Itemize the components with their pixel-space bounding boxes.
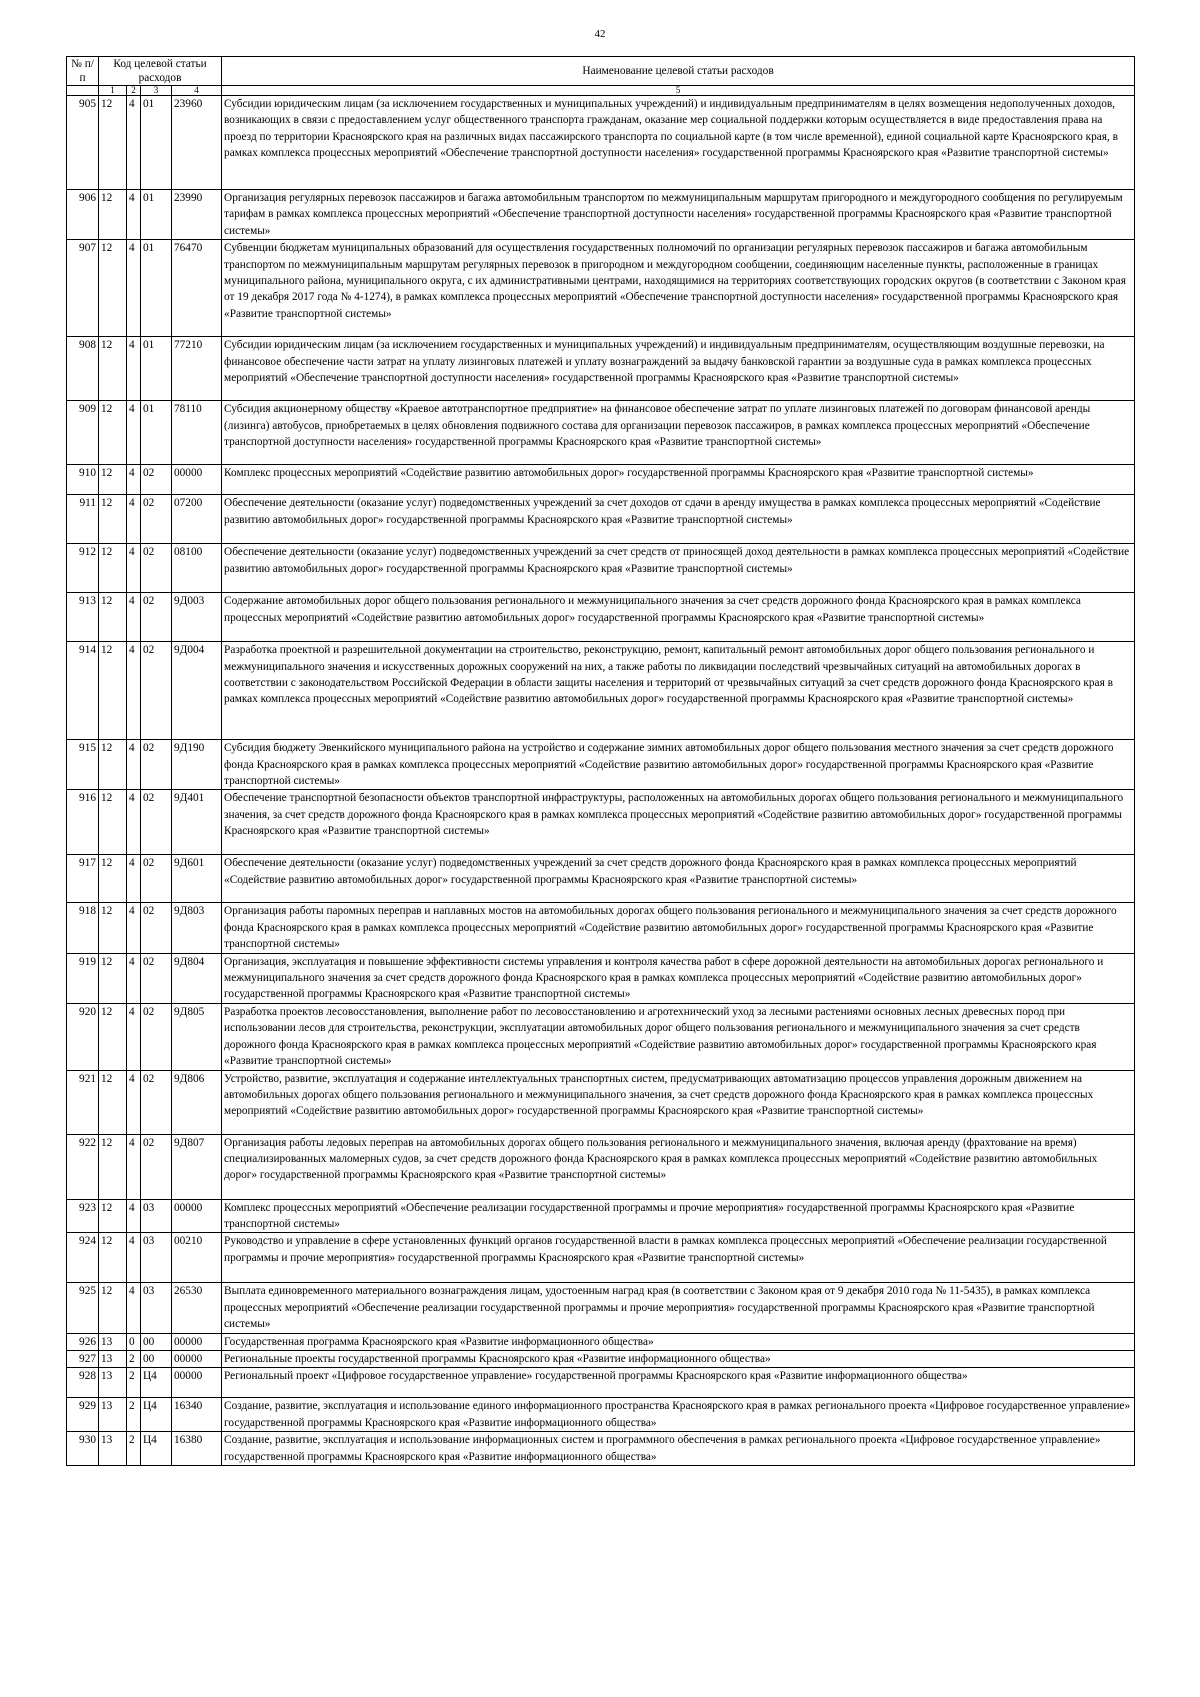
code-subprogram: 4 (127, 465, 141, 495)
code-group: 02 (141, 495, 172, 544)
row-name: Разработка проектной и разрешительной документации на строительство, реконструкцию, ремонт, капитальный ремонт автомобильных дорог общего пользования регионального и межмуниципального значения и искусственных дорожных сооружений на них, а также работы по ликвидации последствий чрезвычайных ситуаций на автомобильных дорогах в соответствии с законодательством Российской Федерации в области защиты населения и территорий от чрезвычайных ситуаций за счет средств дорожного фонда Красноярского края в рамках комплекса процессных мероприятий «Содействие развитию автомобильных дорог» государственной программы Красноярского края «Развитие транспортной системы» (222, 642, 1135, 740)
code-group: Ц4 (141, 1398, 172, 1432)
code-direction: 23960 (172, 96, 222, 190)
code-group: 02 (141, 740, 172, 790)
code-group: 03 (141, 1283, 172, 1333)
code-group: 01 (141, 401, 172, 465)
row-number: 913 (67, 593, 99, 642)
code-group: Ц4 (141, 1432, 172, 1466)
row-name: Субсидия акционерному обществу «Краевое автотранспортное предприятие» на финансовое обеспечение затрат по уплате лизинговых платежей по договорам финансовой аренды (лизинга) автобусов, приобретаемых в целях обновления подвижного состава для организации перевозок пассажиров, в рамках комплекса процессных мероприятий «Обеспечение транспортной доступности населения» государственной программы Красноярского края «Развитие транспортной системы» (222, 401, 1135, 465)
header-col-blank (67, 86, 99, 96)
row-name: Обеспечение транспортной безопасности объектов транспортной инфраструктуры, расположенных на автомобильных дорогах общего пользования регионального и межмуниципального значения, за счет средств дорожного фонда Красноярского края в рамках комплекса процессных мероприятий «Содействие развитию автомобильных дорог» государственной программы Красноярского края «Развитие транспортной системы» (222, 790, 1135, 855)
code-direction: 9Д804 (172, 953, 222, 1003)
code-group: 02 (141, 544, 172, 593)
row-name: Выплата единовременного материального вознаграждения лицам, удостоенным наград края (в соответствии с Законом края от 9 декабря 2010 года № 11-5435), в рамках комплекса процессных мероприятий «Обеспечение реализации государственной программы и прочие мероприятия» государственной программы Красноярского края «Развитие транспортной системы» (222, 1283, 1135, 1333)
code-direction: 9Д003 (172, 593, 222, 642)
code-subprogram: 4 (127, 790, 141, 855)
table-row (67, 401, 1135, 465)
code-program: 12 (99, 1199, 127, 1233)
code-group: 00 (141, 1333, 172, 1350)
row-number: 922 (67, 1134, 99, 1199)
code-program: 12 (99, 1003, 127, 1070)
row-number: 911 (67, 495, 99, 544)
code-program: 12 (99, 1233, 127, 1283)
code-subprogram: 4 (127, 240, 141, 337)
code-program: 12 (99, 401, 127, 465)
row-name: Государственная программа Красноярского края «Развитие информационного общества» (222, 1333, 1135, 1350)
table-row (67, 1432, 1135, 1466)
code-direction: 00000 (172, 1199, 222, 1233)
table-row (67, 190, 1135, 240)
table-row (67, 903, 1135, 953)
code-program: 12 (99, 903, 127, 953)
row-name: Организация регулярных перевозок пассажиров и багажа автомобильным транспортом по межмуниципальным маршрутам пригородного и междугородного сообщения по регулируемым тарифам в рамках комплекса процессных мероприятий «Обеспечение транспортной доступности населения» государственной программы Красноярского края «Развитие транспортной системы» (222, 190, 1135, 240)
table-row (67, 1003, 1135, 1070)
row-number: 918 (67, 903, 99, 953)
code-subprogram: 2 (127, 1350, 141, 1367)
code-subprogram: 4 (127, 337, 141, 401)
row-number: 914 (67, 642, 99, 740)
code-direction: 16340 (172, 1398, 222, 1432)
row-number: 924 (67, 1233, 99, 1283)
code-subprogram: 4 (127, 740, 141, 790)
row-number: 915 (67, 740, 99, 790)
header-number: № п/п (67, 57, 99, 86)
table-row (67, 1199, 1135, 1233)
code-program: 12 (99, 855, 127, 903)
code-direction: 00000 (172, 1368, 222, 1398)
header-col-5: 5 (222, 86, 1135, 96)
row-name: Организация, эксплуатация и повышение эффективности системы управления и контроля качества работ в сфере дорожной деятельности на автомобильных дорогах регионального и межмуниципального значения за счет средств дорожного фонда Красноярского края в рамках комплекса процессных мероприятий «Содействие развитию автомобильных дорог» государственной программы Красноярского края «Развитие транспортной системы» (222, 953, 1135, 1003)
header-col-1: 1 (99, 86, 127, 96)
code-subprogram: 4 (127, 96, 141, 190)
code-program: 12 (99, 953, 127, 1003)
code-direction: 9Д803 (172, 903, 222, 953)
row-name: Разработка проектов лесовосстановления, выполнение работ по лесовосстановлению и агротехнический уход за лесными растениями основных лесных древесных пород при использовании лесов для строительства, реконструкции, эксплуатации автомобильных дорог общего пользования регионального и межмуниципального значения за счет средств дорожного фонда Красноярского края в рамках комплекса процессных мероприятий «Содействие развитию автомобильных дорог» государственной программы Красноярского края «Развитие транспортной системы» (222, 1003, 1135, 1070)
code-group: 02 (141, 855, 172, 903)
table-row (67, 1134, 1135, 1199)
table-row (67, 1368, 1135, 1398)
code-program: 13 (99, 1432, 127, 1466)
table-row (67, 1233, 1135, 1283)
row-name: Обеспечение деятельности (оказание услуг) подведомственных учреждений за счет средств от приносящей доход деятельности в рамках комплекса процессных мероприятий «Содействие развитию автомобильных дорог» государственной программы Красноярского края «Развитие транспортной системы» (222, 544, 1135, 593)
row-number: 921 (67, 1070, 99, 1134)
row-name: Обеспечение деятельности (оказание услуг) подведомственных учреждений за счет доходов от сдачи в аренду имущества в рамках комплекса процессных мероприятий «Содействие развитию автомобильных дорог» государственной программы Красноярского края «Развитие транспортной системы» (222, 495, 1135, 544)
code-subprogram: 4 (127, 1283, 141, 1333)
code-subprogram: 4 (127, 1070, 141, 1134)
code-program: 12 (99, 544, 127, 593)
table-row (67, 740, 1135, 790)
code-direction: 16380 (172, 1432, 222, 1466)
row-number: 929 (67, 1398, 99, 1432)
row-number: 907 (67, 240, 99, 337)
row-number: 916 (67, 790, 99, 855)
row-number: 928 (67, 1368, 99, 1398)
code-direction: 9Д190 (172, 740, 222, 790)
code-direction: 77210 (172, 337, 222, 401)
row-name: Организация работы ледовых переправ на автомобильных дорогах общего пользования регионального и межмуниципального значения, включая аренду (фрахтование на время) специализированных маломерных судов, за счет средств дорожного фонда Красноярского края в рамках комплекса процессных мероприятий «Содействие развитию автомобильных дорог» государственной программы Красноярского края «Развитие транспортной системы» (222, 1134, 1135, 1199)
row-number: 908 (67, 337, 99, 401)
code-subprogram: 4 (127, 642, 141, 740)
row-name: Комплекс процессных мероприятий «Содействие развитию автомобильных дорог» государственной программы Красноярского края «Развитие транспортной системы» (222, 465, 1135, 495)
code-direction: 00210 (172, 1233, 222, 1283)
row-name: Создание, развитие, эксплуатация и использование единого информационного пространства Красноярского края в рамках регионального проекта «Цифровое государственное управление» государственной программы Красноярского края «Развитие информационного общества» (222, 1398, 1135, 1432)
row-name: Субсидия бюджету Эвенкийского муниципального района на устройство и содержание зимних автомобильных дорог общего пользования местного значения за счет средств дорожного фонда Красноярского края в рамках комплекса процессных мероприятий «Содействие развитию автомобильных дорог» государственной программы Красноярского края «Развитие транспортной системы» (222, 740, 1135, 790)
code-program: 13 (99, 1350, 127, 1367)
code-group: 03 (141, 1199, 172, 1233)
code-group: 02 (141, 593, 172, 642)
code-group: 01 (141, 337, 172, 401)
table-body (67, 96, 1135, 1466)
code-subprogram: 2 (127, 1368, 141, 1398)
code-subprogram: 4 (127, 1003, 141, 1070)
code-group: 02 (141, 1134, 172, 1199)
table-row (67, 544, 1135, 593)
code-subprogram: 4 (127, 593, 141, 642)
code-direction: 08100 (172, 544, 222, 593)
row-name: Создание, развитие, эксплуатация и использование информационных систем и программного обеспечения в рамках регионального проекта «Цифровое государственное управление» государственной программы Красноярского края «Развитие информационного общества» (222, 1432, 1135, 1466)
code-direction: 78110 (172, 401, 222, 465)
code-subprogram: 4 (127, 1233, 141, 1283)
row-name: Субсидии юридическим лицам (за исключением государственных и муниципальных учреждений) и индивидуальным предпринимателям в целях возмещения недополученных доходов, возникающих в связи с предоставлением услуг общественного транспорта гражданам, оказание мер социальной поддержки которым осуществляется в виде предоставления права на проезд по территории Красноярского края на различных видах пассажирского транспорта по социальной карте (в том числе временной), единой социальной карте Красноярского края, в рамках комплекса процессных мероприятий «Обеспечение транспортной доступности населения» государственной программы Красноярского края «Развитие транспортной системы» (222, 96, 1135, 190)
budget-table (66, 56, 1135, 1466)
table-row (67, 465, 1135, 495)
code-group: 01 (141, 240, 172, 337)
table-row (67, 1333, 1135, 1350)
code-program: 12 (99, 593, 127, 642)
table-row (67, 642, 1135, 740)
table-row (67, 593, 1135, 642)
code-subprogram: 4 (127, 855, 141, 903)
code-group: 02 (141, 903, 172, 953)
row-number: 905 (67, 96, 99, 190)
code-program: 13 (99, 1368, 127, 1398)
code-direction: 00000 (172, 1333, 222, 1350)
row-name: Субсидии юридическим лицам (за исключением государственных и муниципальных учреждений) и индивидуальным предпринимателям, осуществляющим воздушные перевозки, на финансовое обеспечение части затрат на уплату лизинговых платежей и уплату вознаграждений за выдачу банковской гарантии за воздушные суда в рамках комплекса процессных мероприятий «Обеспечение транспортной доступности населения» государственной программы Красноярского края «Развитие транспортной системы» (222, 337, 1135, 401)
table-row (67, 790, 1135, 855)
row-name: Обеспечение деятельности (оказание услуг) подведомственных учреждений за счет средств дорожного фонда Красноярского края в рамках комплекса процессных мероприятий «Содействие развитию автомобильных дорог» государственной программы Красноярского края «Развитие транспортной системы» (222, 855, 1135, 903)
row-name: Руководство и управление в сфере установленных функций органов государственной власти в рамках комплекса процессных мероприятий «Обеспечение реализации государственной программы и прочие мероприятия» государственной программы Красноярского края «Развитие транспортной системы» (222, 1233, 1135, 1283)
code-group: 00 (141, 1350, 172, 1367)
table-row (67, 1398, 1135, 1432)
row-number: 927 (67, 1350, 99, 1367)
code-direction: 23990 (172, 190, 222, 240)
header-col-4: 4 (172, 86, 222, 96)
code-program: 12 (99, 96, 127, 190)
header-name: Наименование целевой статьи расходов (222, 57, 1135, 86)
code-program: 12 (99, 337, 127, 401)
code-program: 12 (99, 190, 127, 240)
page-number: 42 (594, 28, 606, 40)
code-group: 02 (141, 1003, 172, 1070)
row-name: Комплекс процессных мероприятий «Обеспечение реализации государственной программы и прочие мероприятия» государственной программы Красноярского края «Развитие транспортной системы» (222, 1199, 1135, 1233)
code-subprogram: 4 (127, 1199, 141, 1233)
code-subprogram: 2 (127, 1432, 141, 1466)
table-row (67, 240, 1135, 337)
code-program: 12 (99, 740, 127, 790)
table-row (67, 337, 1135, 401)
code-subprogram: 4 (127, 190, 141, 240)
code-program: 12 (99, 1134, 127, 1199)
table-row (67, 1350, 1135, 1367)
row-number: 925 (67, 1283, 99, 1333)
row-name: Устройство, развитие, эксплуатация и содержание интеллектуальных транспортных систем, предусматривающих автоматизацию процессов управления дорожным движением на автомобильных дорогах общего пользования регионального и межмуниципального значения, за счет средств дорожного фонда Красноярского края в рамках комплекса процессных мероприятий «Содействие развитию автомобильных дорог» государственной программы Красноярского края «Развитие транспортной системы» (222, 1070, 1135, 1134)
row-name: Содержание автомобильных дорог общего пользования регионального и межмуниципального значения за счет средств дорожного фонда Красноярского края в рамках комплекса процессных мероприятий «Содействие развитию автомобильных дорог» государственной программы Красноярского края «Развитие транспортной системы» (222, 593, 1135, 642)
code-direction: 9Д004 (172, 642, 222, 740)
header-col-3: 3 (141, 86, 172, 96)
row-name: Организация работы паромных переправ и наплавных мостов на автомобильных дорогах общего пользования регионального и межмуниципального значения за счет средств дорожного фонда Красноярского края в рамках комплекса процессных мероприятий «Содействие развитию автомобильных дорог» государственной программы Красноярского края «Развитие транспортной системы» (222, 903, 1135, 953)
code-program: 13 (99, 1398, 127, 1432)
code-direction: 26530 (172, 1283, 222, 1333)
code-group: 02 (141, 465, 172, 495)
row-name: Субвенции бюджетам муниципальных образований для осуществления государственных полномочий по организации регулярных перевозок пассажиров и багажа автомобильным транспортом по межмуниципальным маршрутам регулярных перевозок в пригородном и междугородном сообщении, соединяющим населенные пункты, расположенные в границах муниципального района, муниципального округа, с их административными центрами, находящимися на территориях соответствующих городских округов (в соответствии с Законом края от 19 декабря 2017 года № 4-1274), в рамках комплекса процессных мероприятий «Обеспечение транспортной доступности населения» государственной программы Красноярского края «Развитие транспортной системы» (222, 240, 1135, 337)
code-direction: 00000 (172, 465, 222, 495)
code-group: 02 (141, 953, 172, 1003)
code-group: 03 (141, 1233, 172, 1283)
code-program: 12 (99, 240, 127, 337)
table-row (67, 953, 1135, 1003)
code-program: 12 (99, 642, 127, 740)
code-subprogram: 4 (127, 401, 141, 465)
code-program: 12 (99, 1283, 127, 1333)
code-program: 13 (99, 1333, 127, 1350)
code-direction: 00000 (172, 1350, 222, 1367)
code-group: 02 (141, 790, 172, 855)
code-direction: 9Д601 (172, 855, 222, 903)
code-direction: 76470 (172, 240, 222, 337)
row-number: 917 (67, 855, 99, 903)
code-direction: 07200 (172, 495, 222, 544)
code-group: 02 (141, 642, 172, 740)
code-subprogram: 4 (127, 495, 141, 544)
table-row (67, 1070, 1135, 1134)
code-direction: 9Д806 (172, 1070, 222, 1134)
header-col-2: 2 (127, 86, 141, 96)
code-direction: 9Д401 (172, 790, 222, 855)
row-number: 912 (67, 544, 99, 593)
code-subprogram: 4 (127, 1134, 141, 1199)
code-subprogram: 4 (127, 903, 141, 953)
code-subprogram: 0 (127, 1333, 141, 1350)
row-number: 930 (67, 1432, 99, 1466)
row-number: 926 (67, 1333, 99, 1350)
table-row (67, 1283, 1135, 1333)
code-program: 12 (99, 465, 127, 495)
row-number: 923 (67, 1199, 99, 1233)
code-group: 01 (141, 190, 172, 240)
header-code: Код целевой статьи расходов (99, 57, 222, 86)
row-number: 910 (67, 465, 99, 495)
table-row (67, 96, 1135, 190)
code-program: 12 (99, 1070, 127, 1134)
row-number: 919 (67, 953, 99, 1003)
row-number: 909 (67, 401, 99, 465)
code-direction: 9Д807 (172, 1134, 222, 1199)
code-direction: 9Д805 (172, 1003, 222, 1070)
code-group: 01 (141, 96, 172, 190)
code-subprogram: 4 (127, 953, 141, 1003)
code-group: Ц4 (141, 1368, 172, 1398)
row-number: 906 (67, 190, 99, 240)
code-subprogram: 2 (127, 1398, 141, 1432)
table-row (67, 855, 1135, 903)
row-name: Региональные проекты государственной программы Красноярского края «Развитие информационного общества» (222, 1350, 1135, 1367)
code-program: 12 (99, 790, 127, 855)
row-name: Региональный проект «Цифровое государственное управление» государственной программы Красноярского края «Развитие информационного общества» (222, 1368, 1135, 1398)
code-program: 12 (99, 495, 127, 544)
table-row (67, 495, 1135, 544)
code-subprogram: 4 (127, 544, 141, 593)
row-number: 920 (67, 1003, 99, 1070)
code-group: 02 (141, 1070, 172, 1134)
